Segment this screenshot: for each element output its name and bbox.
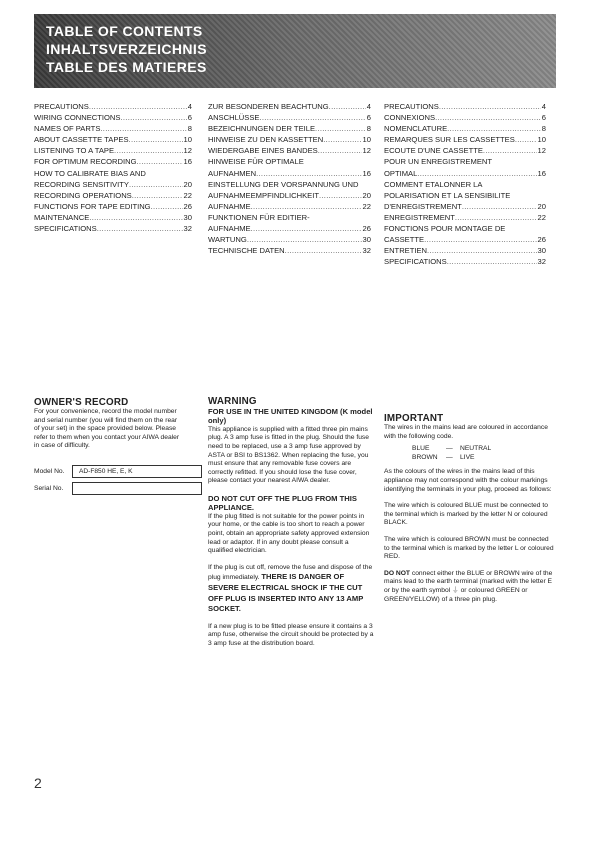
toc-entry[interactable]: CONNEXIONS ..... 6 <box>384 112 546 123</box>
toc-entry[interactable]: LISTENING TO A TAPE ..... 12 <box>34 145 192 156</box>
wire-code-row: BLUE — NEUTRAL <box>412 445 492 453</box>
toc-entry-line[interactable]: HINWEISE FÜR OPTIMALE <box>208 157 304 167</box>
toc-entry[interactable]: NOMENCLATURE ..... 8 <box>384 123 546 134</box>
warning-paragraph: If the plug fitted is not suitable for the power points in your home, or the cable is too short to reach a power point, obtain an appropriate safety approved extension lead or adaptor. If in any doubt please consult a qualified electrician. <box>208 512 370 555</box>
warning-heading: WARNING <box>208 396 257 407</box>
page-number: 2 <box>34 775 42 791</box>
toc-entry[interactable]: OPTIMAL ..... 16 <box>384 168 546 179</box>
warning-paragraph: If a new plug is to be fitted please ensure it contains a 3 amp fuse, otherwise the circuit should be protected by a 3 amp fuse at the distribution board. <box>208 622 374 647</box>
important-paragraph: DO NOT connect either the BLUE or BROWN wire of the mains lead to the earth terminal (marked with the letter E or by the earth symbol ⏚ or coloured GREEN or GREEN/YELLOW) of a three pin plug. <box>384 569 553 603</box>
toc-entry[interactable]: ABOUT CASSETTE TAPES ..... 10 <box>34 134 192 145</box>
wire-colour-code <box>412 445 554 462</box>
toc-entry[interactable]: HINWEISE ZU DEN KASSETTEN ..... 10 <box>208 134 371 145</box>
important-section <box>384 413 554 604</box>
toc-entry[interactable]: ECOUTE D'UNE CASSETTE ..... 12 <box>384 145 546 156</box>
warning-section <box>208 396 374 649</box>
toc-entry[interactable]: TECHNISCHE DATEN ..... 32 <box>208 245 371 256</box>
toc-entry[interactable]: AUFNAHME ..... 22 <box>208 201 371 212</box>
toc-entry[interactable]: WIEDERGABE EINES BANDES ..... 12 <box>208 145 371 156</box>
important-paragraph: The wire which is coloured BROWN must be connected to the terminal which is marked by the letter L or coloured RED. <box>384 535 554 561</box>
serial-number-field[interactable] <box>72 482 202 495</box>
toc-entry[interactable]: AUFNAHMEEMPFINDLICHKEIT ..... 20 <box>208 190 371 201</box>
warning-paragraph: This appliance is supplied with a fitted three pin mains plug. A 3 amp fuse is fitted in the plug. Should the fuse need to be replaced, use a 3 amp fuse approved by ASTA or BSI to BS1362. When replacing the fuse, you must ensure that any removable fuse covers are correctly refitted. If you should lose the fuse cover, please contact your nearest AIWA dealer. <box>208 425 369 485</box>
wire-code-row: BROWN — LIVE <box>412 453 475 461</box>
important-heading: IMPORTANT <box>384 413 444 424</box>
toc-entry[interactable]: SPECIFICATIONS ..... 32 <box>34 223 192 234</box>
model-number-row <box>34 465 202 478</box>
warning-paragraph: If the plug is cut off, remove the fuse and dispose of the plug immediately. THERE IS DANGER OF SEVERE ELECTRICAL SHOCK IF THE CUT OFF PLUG IS INSERTED INTO ANY 13 AMP SOCKET. <box>208 563 373 614</box>
toc-entry-line[interactable]: HOW TO CALIBRATE BIAS AND <box>34 168 146 178</box>
toc-entry-line[interactable]: EINSTELLUNG DER VORSPANNUNG UND <box>208 179 359 189</box>
owners-record-heading: OWNER'S RECORD <box>34 397 129 408</box>
toc-entry[interactable]: MAINTENANCE ..... 30 <box>34 212 192 223</box>
toc-entry[interactable]: PRECAUTIONS ..... 4 <box>384 101 546 112</box>
model-number-label: Model No. <box>34 468 65 475</box>
serial-number-row <box>34 482 202 495</box>
toc-entry[interactable]: ENREGISTREMENT ..... 22 <box>384 212 546 223</box>
toc-entry-line[interactable]: FUNKTIONEN FÜR EDITIER- <box>208 212 310 222</box>
banner-title-en: TABLE OF CONTENTS <box>46 23 203 39</box>
toc-french <box>384 101 546 267</box>
important-paragraph: The wire which is coloured BLUE must be connected to the terminal which is marked by the letter N or coloured BLACK. <box>384 502 548 527</box>
toc-entry[interactable]: RECORDING OPERATIONS ..... 22 <box>34 190 192 201</box>
owners-record-section <box>34 397 182 451</box>
serial-number-label: Serial No. <box>34 485 64 492</box>
model-number-field[interactable]: AD-F850 HE, E, K <box>72 465 202 478</box>
banner-title-de: INHALTSVERZEICHNIS <box>46 41 207 57</box>
toc-entry[interactable]: ENTRETIEN ..... 30 <box>384 245 546 256</box>
toc-entry[interactable]: FOR OPTIMUM RECORDING ..... 16 <box>34 156 192 167</box>
owners-record-text: For your convenience, record the model number and serial number (you will find them on the rear of your set) in the space provided below. Please refer to them when you contact your AIWA dealer in case of difficulty. <box>34 408 180 450</box>
warning-subheading: FOR USE IN THE UNITED KINGDOM (K model only) <box>208 407 373 426</box>
toc-entry[interactable]: WARTUNG ..... 30 <box>208 234 371 245</box>
toc-entry[interactable]: REMARQUES SUR LES CASSETTES ..... 10 <box>384 134 546 145</box>
toc-entry[interactable]: WIRING CONNECTIONS ..... 6 <box>34 112 192 123</box>
toc-entry[interactable]: FUNCTIONS FOR TAPE EDITING ..... 26 <box>34 201 192 212</box>
toc-entry[interactable]: AUFNAHMEN ..... 16 <box>208 168 371 179</box>
important-paragraph: As the colours of the wires in the mains lead of this appliance may not correspond with the colour markings identifying the terminals in your plug, proceed as follows: <box>384 468 552 493</box>
toc-entry-line[interactable]: FONCTIONS POUR MONTAGE DE <box>384 224 506 234</box>
toc-entry-line[interactable]: POUR UN ENREGISTREMENT <box>384 157 493 167</box>
toc-entry-line[interactable]: COMMENT ETALONNER LA <box>384 179 483 189</box>
toc-entry[interactable]: RECORDING SENSITIVITY ..... 20 <box>34 179 192 190</box>
toc-entry[interactable]: ZUR BESONDEREN BEACHTUNG ..... 4 <box>208 101 371 112</box>
do-not-cut-heading: DO NOT CUT OFF THE PLUG FROM THIS APPLIANCE. <box>208 493 357 513</box>
banner-title-fr: TABLE DES MATIERES <box>46 59 207 75</box>
toc-entry[interactable]: AUFNAHME ..... 26 <box>208 223 371 234</box>
toc-entry[interactable]: D'ENREGISTREMENT ..... 20 <box>384 201 546 212</box>
title-banner <box>34 14 556 88</box>
toc-entry[interactable]: ANSCHLÜSSE ..... 6 <box>208 112 371 123</box>
important-paragraph: The wires in the mains lead are coloured in accordance with the following code. <box>384 424 548 440</box>
toc-german <box>208 101 371 256</box>
toc-entry[interactable]: CASSETTE ..... 26 <box>384 234 546 245</box>
toc-english <box>34 101 192 234</box>
toc-entry[interactable]: BEZEICHNUNGEN DER TEILE ..... 8 <box>208 123 371 134</box>
toc-entry-line[interactable]: POLARISATION ET LA SENSIBILITE <box>384 190 511 200</box>
toc-entry[interactable]: NAMES OF PARTS ..... 8 <box>34 123 192 134</box>
toc-entry[interactable]: PRECAUTIONS ..... 4 <box>34 101 192 112</box>
toc-entry[interactable]: SPECIFICATIONS ..... 32 <box>384 256 546 267</box>
